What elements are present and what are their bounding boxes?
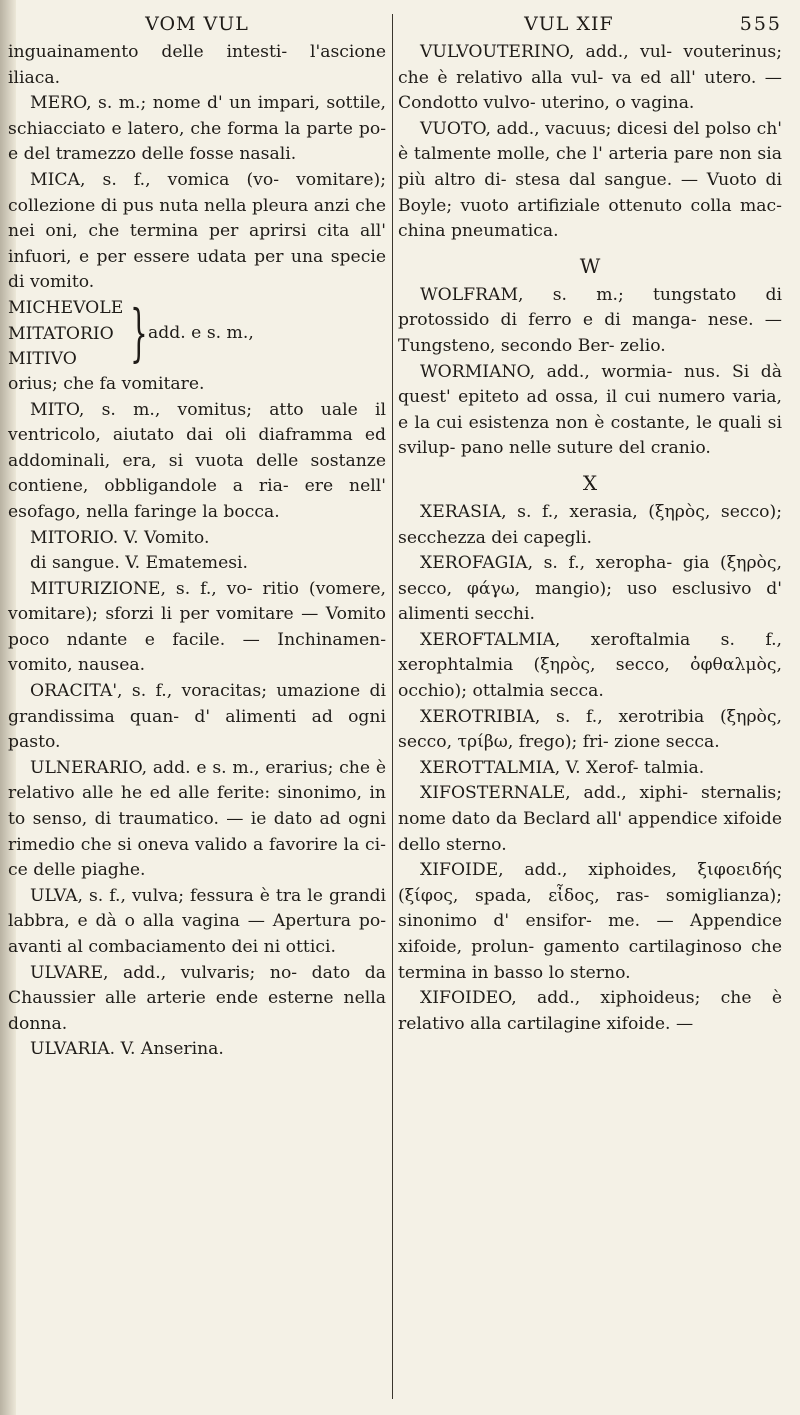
left-column: [8, 10, 386, 1063]
headword-vomichevole: MICHEVOLE: [8, 297, 124, 318]
page-number: 555: [739, 13, 782, 35]
entry-wormiano: WORMIANO, add., wormia- nus. Si dà quest' epiteto ad ossa, il cui numero varia, e la cui esistenza non è costante, le quali si svilup- pano nelle suture del cranio.: [398, 361, 782, 459]
right-running-title: VUL XIF: [524, 13, 614, 35]
entry-xeroftalmia: XEROFTALMIA, xeroftalmia s. f., xerophtalmia (ξηρὸς, secco, ὀφθαλμὸς, occhio); ottalmia secca.: [398, 629, 782, 702]
letter-heading-w: W: [579, 253, 601, 278]
entry-xifoide: XIFOIDE, add., xiphoides, ξιφοειδής (ξίφος, spada, εἶδος, ras- somiglianza); sinonimo d' ensifor- me. — Appendice xifoide, prolun- gamento cartilaginoso che termina in basso lo sterno.: [398, 860, 782, 983]
right-running-head: [398, 10, 782, 38]
entry-vomitivo-definition: orius; che fa vomitare.: [8, 373, 205, 394]
vomitivo-headwords: [8, 296, 123, 373]
entry-vulvare: ULVARE, add., vulvaris; no- dato da Chaussier alle arterie ende esterne nella donna.: [8, 962, 386, 1034]
entry-vuoto: VUOTO, add., vacuus; dicesi del polso ch' è talmente molle, che l' arteria pare non sia più altro di- stesa dal sangue. — Vuoto di Boyle; vuoto artifiziale ottenuto colla mac- china pneumatica.: [398, 118, 783, 242]
entry-xerofagia: XEROFAGIA, s. f., xeropha- gia (ξηρὸς, secco, φάγω, mangio); uso esclusivo d' alimenti secchi.: [398, 553, 782, 625]
entry-vulnerario: ULNERARIO, add. e s. m., erarius; che è relativo alle he ed alle ferite: sinonimo, in to senso, di traumatico. — ie dato ad ogni rimedio che si oneva valido a favorire la ci- ce delle piaghe.: [8, 757, 386, 881]
entry-xerotribia: XEROTRIBIA, s. f., xerotribia (ξηρὸς, secco, τρίβω, frego); fri- zione secca.: [398, 706, 782, 753]
column-divider: [392, 14, 393, 1399]
entry-vomica: MICA, s. f., vomica (vo- vomitare); collezione di pus nuta nella pleura anzi che nei oni, che termina per aprirsi cita all' infuori, e per essere udata per una specie di vomito.: [8, 169, 386, 293]
entry-vomito-di-sangue: di sangue. V. Ematemesi.: [30, 553, 249, 574]
entry-xifoideo: XIFOIDEO, add., xiphoideus; che è relativo alla cartilagine xifoide. —: [398, 988, 782, 1034]
headword-vomitatorio: MITATORIO: [8, 323, 114, 344]
entry-vomero: MERO, s. m.; nome d' un impari, sottile, schiacciato e latero, che forma la parte po- e del tramezzo delle fosse nasali.: [8, 93, 386, 165]
entry-vomito: MITO, s. m., vomitus; atto uale il ventricolo, aiutato dai oli diaframma ed addominali, era, si vuota delle sostanze contiene, obbligandole a ria- ere nell' esofago, nella faringe la bocca.: [8, 399, 386, 522]
entry-vomiturizione: MITURIZIONE, s. f., vo- ritio (vomere, vomitare); sforzi li per vomitare — Vomito poco ndante e facile. — Inchinamen- vomito, nausea.: [8, 578, 386, 676]
letter-heading-x: X: [582, 470, 598, 495]
right-column: [398, 10, 782, 1037]
entry-vulva: ULVA, s. f., vulva; fessura è tra le grandi labbra, e dà o alla vagina — Apertura po- avanti al combaciamento dei ni ottici.: [8, 885, 386, 957]
entry-continuation: inguainamento delle intesti- l'ascione iliaca.: [8, 42, 386, 88]
brace-glyph: }: [130, 295, 148, 369]
entry-vomitorio: MITORIO. V. Vomito.: [30, 527, 210, 548]
entry-xerottalmia: XEROTTALMIA, V. Xerof- talmia.: [420, 757, 705, 778]
vomitivo-gloss: add. e s. m.,: [148, 322, 254, 343]
entry-xerasia: XERASIA, s. f., xerasia, (ξηρὸς, secco); secchezza dei capegli.: [398, 501, 782, 548]
left-running-head: VOM VUL: [145, 13, 249, 35]
entry-wolfram: WOLFRAM, s. m.; tungstato di protossido di ferro e di manga- nese. — Tungsteno, secondo Ber- zelio.: [398, 284, 782, 356]
headword-vomitivo: MITIVO: [8, 349, 77, 370]
entry-vulvouterino: VULVOUTERINO, add., vul- vouterinus; che è relativo alla vul- va ed all' utero. — Condotto vulvo- uterino, o vagina.: [398, 42, 782, 114]
entry-vulvaria: ULVARIA. V. Anserina.: [30, 1039, 224, 1060]
entry-voracita: ORACITA', s. f., voracitas; umazione di grandissima quan- d' alimenti ad ogni pasto.: [8, 681, 386, 753]
entry-vomitivo-group: [8, 296, 386, 372]
entry-xifosternale: XIFOSTERNALE, add., xiphi- sternalis; nome dato da Beclard all' appendice xifoide dello sterno.: [398, 783, 782, 855]
